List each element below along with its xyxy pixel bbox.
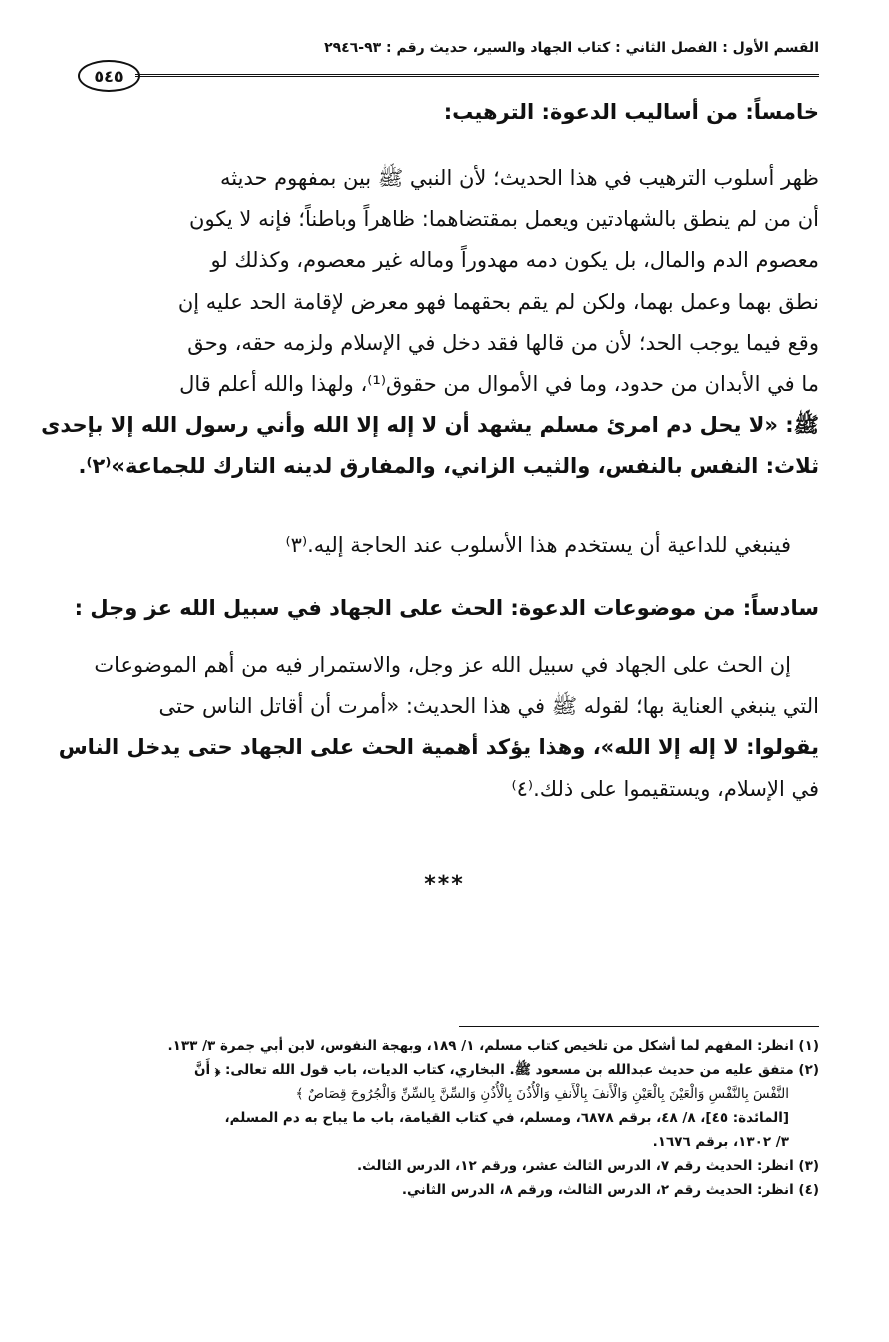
- footnote-2-continued: [المائدة: ٤٥]، ٨/ ٤٨، برقم ٦٨٧٨، ومسلم، في كتاب القيامة، باب ما يباح به دم المسلم،: [224, 1110, 789, 1126]
- body-line: أن من لم ينطق بالشهادتين ويعمل بمقتضاهما: ظاهراً وباطناً؛ فإنه لا يكون: [189, 207, 819, 232]
- footnote-3: (٣) انظر: الحديث رقم ٧، الدرس الثالث عشر، ورقم ١٢، الدرس الثالث.: [357, 1158, 819, 1174]
- footnotes: [70, 1034, 819, 1202]
- footnote-1: (١) انظر: المفهم لما أشكل من تلخيص كتاب مسلم، ١/ ١٨٩، وبهجة النفوس، لابن أبي جمرة ٣/ ١٣٣.: [167, 1038, 819, 1054]
- body-line: في الإسلام، ويستقيموا على ذلك.⁽٤⁾: [511, 776, 819, 801]
- hadith-quote-line: ﷺ: «لا يحل دم امرئ مسلم يشهد أن لا إله إلا الله وأني رسول الله إلا بإحدى: [41, 413, 819, 438]
- body-line: التي ينبغي العناية بها؛ لقوله ﷺ في هذا الحديث: «أمرت أن أقاتل الناس حتى: [158, 694, 819, 719]
- footnote-2-quran-verse: النَّفْسَ بِالنَّفْسِ وَالْعَيْنَ بِالْعَيْنِ وَالْأَنفَ بِالْأَنفِ وَالْأُذُنَ بِالْأُذُنِ وَالسِّنَّ بِالسِّنِّ وَالْجُرُوحَ قِصَاصٌ ﴾: [295, 1086, 789, 1102]
- section-fifth-closing: فينبغي للداعية أن يستخدم هذا الأسلوب عند الحاجة إليه.⁽٣⁾: [285, 533, 791, 557]
- body-line: نطق بهما وعمل بهما، ولكن لم يقم بحقهما فهو معرض لإقامة الحد عليه إن: [177, 289, 819, 314]
- section-separator: ***: [424, 872, 465, 897]
- footnote-2-continued: ٣/ ١٣٠٢، برقم ١٦٧٦.: [652, 1134, 789, 1150]
- section-fifth-body: [41, 158, 819, 488]
- body-line: ما في الأبدان من حدود، وما في الأموال من حقوق⁽¹⁾، ولهذا والله أعلم قال: [179, 372, 819, 397]
- body-line: يقولوا: لا إله إلا الله»، وهذا يؤكد أهمية الحث على الجهاد حتى يدخل الناس: [58, 735, 819, 760]
- footnote-4: (٤) انظر: الحديث رقم ٢، الدرس الثالث، ورقم ٨، الدرس الثاني.: [401, 1182, 819, 1198]
- running-header-title: القسم الأول : الفصل الثاني : كتاب الجهاد والسير، حديث رقم : ٩٣-٢٩٤٦: [324, 40, 819, 56]
- body-line: إن الحث على الجهاد في سبيل الله عز وجل، والاستمرار فيه من أهم الموضوعات: [94, 653, 791, 677]
- hadith-quote-line: ثلاث: النفس بالنفس، والثيب الزاني، والمفارق لدينه التارك للجماعة»⁽٢⁾.: [78, 454, 819, 479]
- section-sixth-body: [58, 645, 819, 810]
- body-line: معصوم الدم والمال، بل يكون دمه مهدوراً وماله غير معصوم، وكذلك لو: [210, 248, 819, 273]
- header-rule: [135, 74, 819, 77]
- page-number: ٥٤٥: [78, 60, 140, 92]
- body-line: ظهر أسلوب الترهيب في هذا الحديث؛ لأن النبي ﷺ بين بمفهوم حديثه: [220, 166, 819, 190]
- footnote-rule: [459, 1026, 819, 1027]
- section-heading-fifth: خامساً: من أساليب الدعوة: الترهيب:: [443, 100, 819, 124]
- footnote-2: (٢) متفق عليه من حديث عبدالله بن مسعود ﷺ. البخاري، كتاب الديات، باب قول الله تعالى: ﴿ أَنَّ: [193, 1062, 819, 1078]
- section-heading-sixth: سادساً: من موضوعات الدعوة: الحث على الجهاد في سبيل الله عز وجل :: [74, 596, 819, 620]
- body-line: وقع فيما يوجب الحد؛ لأن من قالها فقد دخل في الإسلام ولزمه حقه، وحق: [187, 330, 819, 355]
